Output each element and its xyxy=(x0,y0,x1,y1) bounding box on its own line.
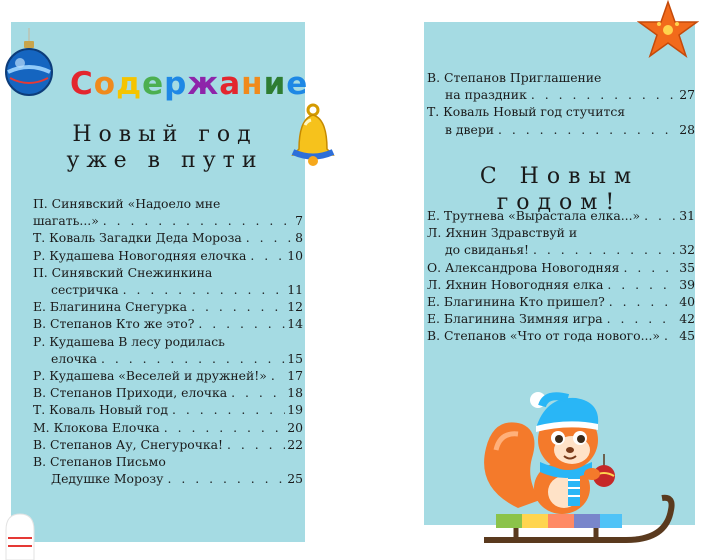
page-number: 8 xyxy=(295,230,303,246)
entry-title-line: П. Синявский «Надоело мне xyxy=(33,196,221,211)
page-number: 31 xyxy=(679,208,695,223)
contents-entry[interactable] xyxy=(33,419,303,436)
contents-entry[interactable] xyxy=(33,195,303,229)
entry-title-line: Т. Коваль Новый год стучится xyxy=(427,104,626,120)
page-number: 35 xyxy=(679,259,695,275)
entry-title-line: елочка xyxy=(51,350,97,366)
title-letter: а xyxy=(219,66,242,102)
ornament-ball-icon xyxy=(4,28,54,100)
entry-title-line: Р. Кудашева Новогодняя елочка xyxy=(33,247,247,263)
contents-list-left xyxy=(33,195,303,487)
entry-title-line: Л. Яхнин Здравствуй и xyxy=(427,225,578,241)
page-number: 39 xyxy=(679,276,695,292)
dot-leader xyxy=(99,212,293,229)
page-number: 12 xyxy=(287,299,303,315)
page-number: 40 xyxy=(679,294,695,310)
page-number: 18 xyxy=(287,385,303,401)
mitten-icon xyxy=(0,508,40,560)
entry-title-line: до свиданья! xyxy=(445,242,530,258)
dot-leader xyxy=(619,259,677,276)
table-of-contents-title xyxy=(70,66,308,102)
dot-leader xyxy=(527,86,677,103)
contents-entry[interactable] xyxy=(33,333,303,367)
dot-leader xyxy=(246,247,285,264)
page-number: 7 xyxy=(295,213,303,229)
contents-entry[interactable] xyxy=(33,367,303,384)
entry-title-line: шагать...» xyxy=(33,213,99,229)
dot-leader xyxy=(194,315,285,332)
star-icon xyxy=(637,0,699,62)
entry-title-line: В. Степанов Ау, Снегурочка! xyxy=(33,436,224,452)
title-letter: С xyxy=(70,66,94,102)
title-letter: о xyxy=(93,66,117,102)
contents-list-right-top xyxy=(427,69,695,138)
contents-entry[interactable] xyxy=(427,259,695,276)
page-number: 25 xyxy=(287,471,303,487)
title-letter: е xyxy=(142,66,165,102)
dot-leader xyxy=(97,350,285,367)
contents-entry[interactable] xyxy=(33,401,303,418)
page-number: 14 xyxy=(287,316,303,332)
page-number: 10 xyxy=(287,247,303,263)
contents-list-right-bottom xyxy=(427,207,695,345)
dot-leader xyxy=(660,327,677,344)
contents-entry[interactable] xyxy=(427,224,695,258)
title-letter: и xyxy=(263,66,287,102)
page-number: 45 xyxy=(679,328,695,344)
entry-title-line: Е. Благинина Зимняя игра xyxy=(427,311,603,327)
page-number: 20 xyxy=(287,419,303,435)
title-letter: ж xyxy=(187,66,220,102)
dot-leader xyxy=(494,121,677,138)
entry-title-line: Е. Благинина Кто пришел? xyxy=(427,294,605,310)
dot-leader xyxy=(227,384,285,401)
entry-title-line: В. Степанов Приглашение xyxy=(427,70,602,85)
contents-entry[interactable] xyxy=(427,327,695,344)
heading-line: С Новым годом! xyxy=(479,164,640,215)
heading-line: Новый год xyxy=(72,122,258,147)
entry-title-line: Т. Коваль Новый год xyxy=(33,402,168,418)
entry-title-line: на праздник xyxy=(445,87,527,103)
entry-title-line: В. Степанов Письмо xyxy=(33,454,166,470)
squirrel-on-sled-illustration xyxy=(476,388,681,558)
page-number: 22 xyxy=(287,436,303,452)
contents-entry[interactable] xyxy=(33,436,303,453)
page-number: 42 xyxy=(679,311,695,327)
dot-leader xyxy=(168,401,285,418)
page-number: 32 xyxy=(679,242,695,258)
entry-title-line: в двери xyxy=(445,121,495,137)
entry-title-line: О. Александрова Новогодняя xyxy=(427,259,620,275)
contents-entry[interactable] xyxy=(33,315,303,332)
title-letter: р xyxy=(164,66,188,102)
dot-leader xyxy=(223,436,285,453)
page-number: 11 xyxy=(287,282,303,298)
contents-entry[interactable] xyxy=(33,384,303,401)
contents-entry[interactable] xyxy=(33,264,303,298)
entry-title-line: Е. Благинина Снегурка xyxy=(33,299,188,315)
contents-entry[interactable] xyxy=(33,229,303,246)
entry-title-line: М. Клокова Елочка xyxy=(33,419,160,435)
page-number: 28 xyxy=(679,121,695,137)
entry-title-line: Т. Коваль Загадки Деда Мороза xyxy=(33,230,242,246)
bell-icon xyxy=(287,103,339,169)
contents-entry[interactable] xyxy=(427,276,695,293)
page-number: 27 xyxy=(679,87,695,103)
title-letter: н xyxy=(241,66,264,102)
page-number: 19 xyxy=(287,402,303,418)
dot-leader xyxy=(267,367,285,384)
entry-title-line: сестричка xyxy=(51,282,119,298)
entry-title-line: В. Степанов Приходи, елочка xyxy=(33,385,228,401)
dot-leader xyxy=(160,419,286,436)
section-heading-new-year-on-the-way xyxy=(20,122,310,174)
contents-entry[interactable] xyxy=(427,103,695,137)
entry-title-line: Е. Трутнева «Вырастала елка...» xyxy=(427,208,641,223)
entry-title-line: В. Степанов Кто же это? xyxy=(33,316,195,332)
contents-entry[interactable] xyxy=(427,293,695,310)
contents-entry[interactable] xyxy=(33,453,303,487)
dot-leader xyxy=(163,470,285,487)
entry-title-line: Р. Кудашева «Веселей и дружней!» xyxy=(33,368,267,384)
entry-title-line: П. Синявский Снежинкина xyxy=(33,264,213,280)
entry-title-line: Р. Кудашева В лесу родилась xyxy=(33,333,225,349)
contents-entry[interactable] xyxy=(427,310,695,327)
page-number: 17 xyxy=(287,368,303,384)
dot-leader xyxy=(640,207,677,224)
entry-title-line: Л. Яхнин Новогодняя елка xyxy=(427,276,604,292)
title-letter: д xyxy=(116,66,143,102)
dot-leader xyxy=(242,229,293,246)
page-number: 15 xyxy=(287,350,303,366)
dot-leader xyxy=(529,241,677,258)
dot-leader xyxy=(603,310,678,327)
contents-entry[interactable] xyxy=(427,69,695,103)
entry-title-line: В. Степанов «Что от года нового...» xyxy=(427,328,661,344)
heading-line: уже в пути xyxy=(66,148,264,173)
dot-leader xyxy=(603,276,677,293)
dot-leader xyxy=(119,281,286,298)
title-letter: е xyxy=(286,66,309,102)
dot-leader xyxy=(605,293,677,310)
contents-entry[interactable] xyxy=(33,298,303,315)
contents-entry[interactable] xyxy=(427,207,695,224)
dot-leader xyxy=(187,298,285,315)
entry-title-line: Дедушке Морозу xyxy=(51,471,164,487)
contents-entry[interactable] xyxy=(33,247,303,264)
